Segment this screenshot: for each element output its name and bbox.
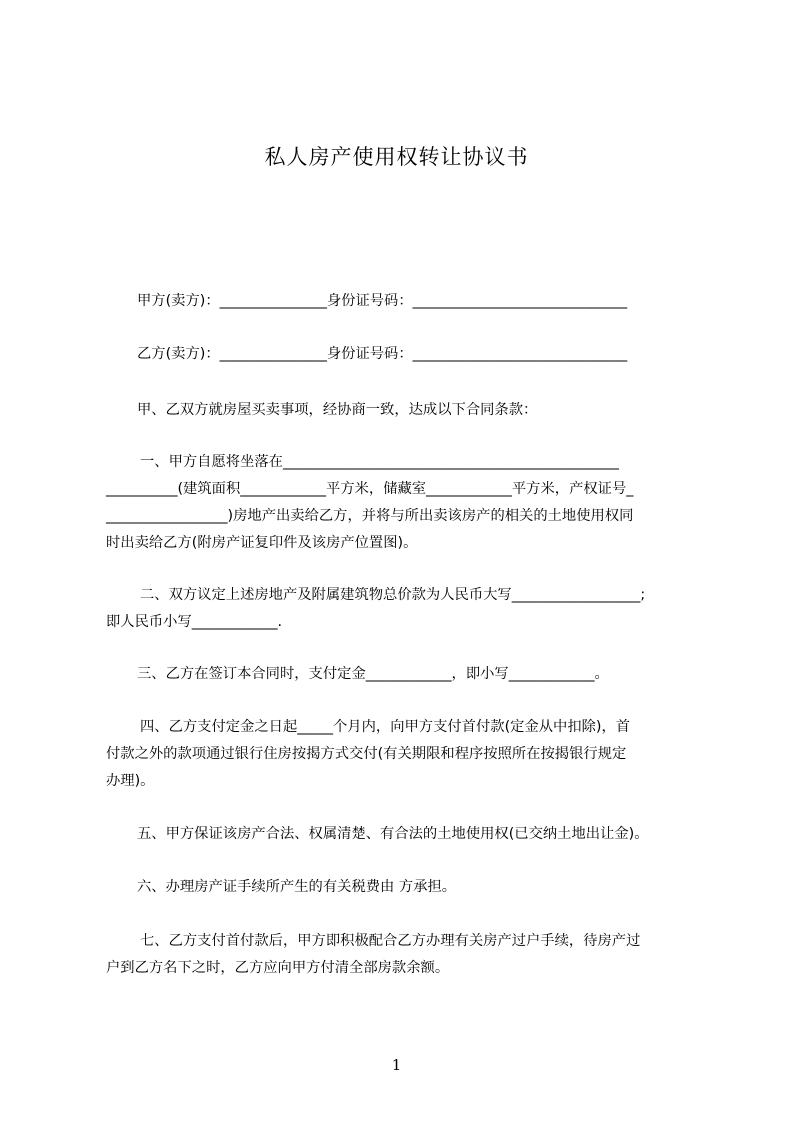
intro-text: 甲、乙双方就房屋买卖事项，经协商一致，达成以下合同条款： [137, 402, 538, 418]
clause-5-text: 五、甲方保证该房产合法、权属清楚、有合法的土地使用权(已交纳土地出让金)。 [137, 826, 649, 842]
clause-1-line-3: _________________)房地产出卖给乙方，并将与所出卖该房产的相关的土地使用权同 [106, 508, 634, 524]
clause-1-line-1: 一、甲方自愿将坐落在_______________________________________________ [140, 454, 619, 470]
page-number: 1 [391, 1056, 402, 1074]
party-a-line: 甲方(卖方)：_______________身份证号码：______________________________ [137, 293, 628, 309]
clause-7-line-1: 七、乙方支付首付款后，甲方即积极配合乙方办理有关房产过户手续，待房产过 [140, 933, 641, 949]
clause-3-text: 三、乙方在签订本合同时，支付定金____________，即小写____________。 [137, 666, 609, 682]
clause-1-line-2: __________(建筑面积____________平方米，储藏室____________平方米，产权证号_ [106, 481, 634, 497]
clause-4-line-2: 付款之外的款项通过银行住房按揭方式交付(有关期限和程序按照所在按揭银行规定 [106, 746, 627, 762]
clause-4-line-1: 四、乙方支付定金之日起_____个月内，向甲方支付首付款(定金从中扣除)，首 [140, 719, 631, 735]
clause-1-line-4: 时出卖给乙方(附房产证复印件及该房产位置图)。 [106, 535, 418, 551]
document-title: 私人房产使用权转让协议书 [264, 145, 529, 169]
clause-2-line-2: 即人民币小写____________. [106, 614, 283, 630]
clause-6-text: 六、办理房产证手续所产生的有关税费由 方承担。 [137, 879, 457, 895]
party-b-line: 乙方(卖方)：_______________身份证号码：______________________________ [137, 346, 628, 362]
clause-2-line-1: 二、双方议定上述房地产及附属建筑物总价款为人民币大写__________________; [140, 587, 646, 603]
clause-7-line-2: 户到乙方名下之时，乙方应向甲方付清全部房款余额。 [106, 960, 450, 976]
clause-4-line-3: 办理)。 [106, 773, 155, 789]
